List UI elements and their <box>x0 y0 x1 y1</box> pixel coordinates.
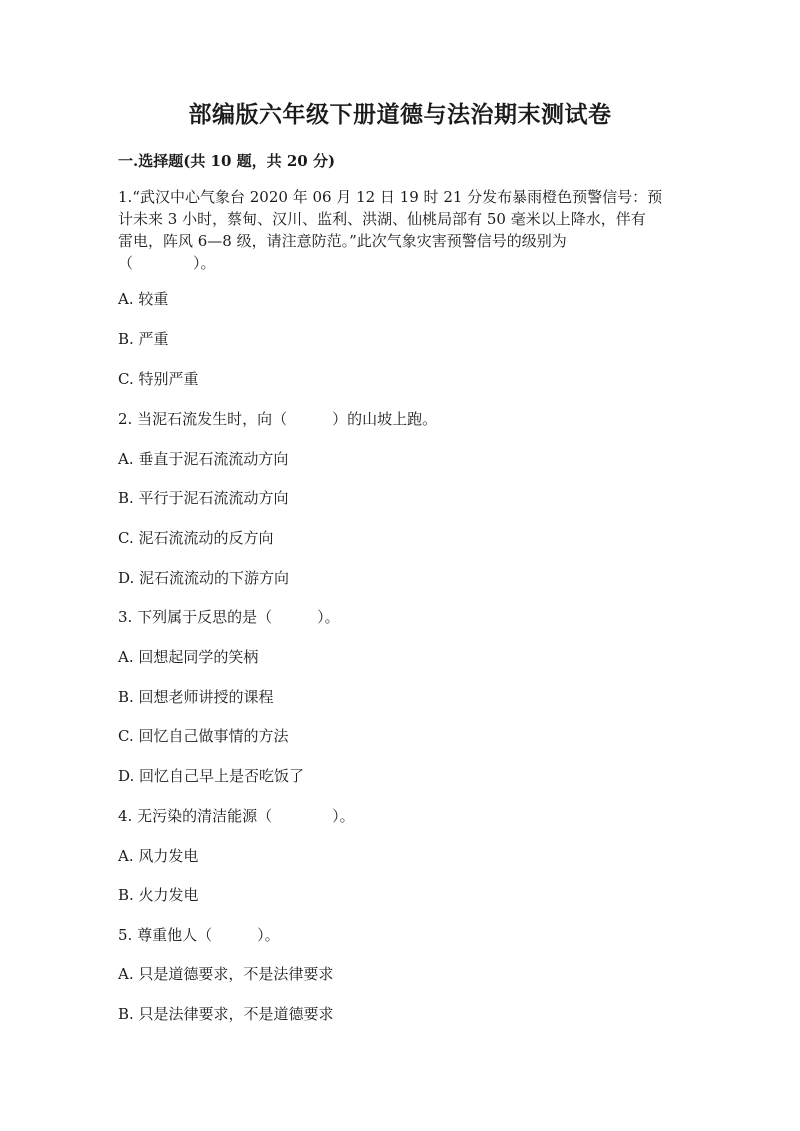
question-3-option-b: B. 回想老师讲授的课程 <box>118 688 274 706</box>
question-3-stem: 3. 下列属于反思的是（ ）。 <box>118 608 340 626</box>
question-5-option-b: B. 只是法律要求，不是道德要求 <box>118 1005 334 1023</box>
question-2-option-a: A. 垂直于泥石流流动方向 <box>118 450 289 468</box>
question-5-option-a: A. 只是道德要求，不是法律要求 <box>118 965 334 983</box>
question-1-stem-line: 雷电，阵风 6—8 级，请注意防范。”此次气象灾害预警信号的级别为 <box>118 232 567 250</box>
question-2-option-c: C. 泥石流流动的反方向 <box>118 529 274 547</box>
question-1-option-b: B. 严重 <box>118 330 169 348</box>
question-3-option-d: D. 回忆自己早上是否吃饭了 <box>118 767 305 785</box>
question-4-option-a: A. 风力发电 <box>118 847 199 865</box>
question-1-option-a: A. 较重 <box>118 290 169 308</box>
question-3-option-a: A. 回想起同学的笑柄 <box>118 648 259 666</box>
question-4-stem: 4. 无污染的清洁能源（ ）。 <box>118 807 355 825</box>
question-1-stem <box>118 186 688 274</box>
question-2-option-d: D. 泥石流流动的下游方向 <box>118 569 290 587</box>
question-2-stem: 2. 当泥石流发生时，向（ ）的山坡上跑。 <box>118 410 438 428</box>
section-heading: 一.选择题(共 10 题，共 20 分) <box>118 152 336 170</box>
page-title: 部编版六年级下册道德与法治期末测试卷 <box>188 101 612 128</box>
question-2-option-b: B. 平行于泥石流流动方向 <box>118 489 289 507</box>
question-3-option-c: C. 回忆自己做事情的方法 <box>118 727 289 745</box>
question-1-option-c: C. 特别严重 <box>118 370 199 388</box>
question-1-stem-line: （ ）。 <box>118 254 216 272</box>
question-5-stem: 5. 尊重他人（ ）。 <box>118 926 280 944</box>
question-4-option-b: B. 火力发电 <box>118 886 199 904</box>
question-1-stem-line: 1.“武汉中心气象台 2020 年 06 月 12 日 19 时 21 分发布暴雨橙色预警信号：预 <box>118 188 663 206</box>
question-1-stem-line: 计未来 3 小时，蔡甸、汉川、监利、洪湖、仙桃局部有 50 毫米以上降水，伴有 <box>118 210 646 228</box>
